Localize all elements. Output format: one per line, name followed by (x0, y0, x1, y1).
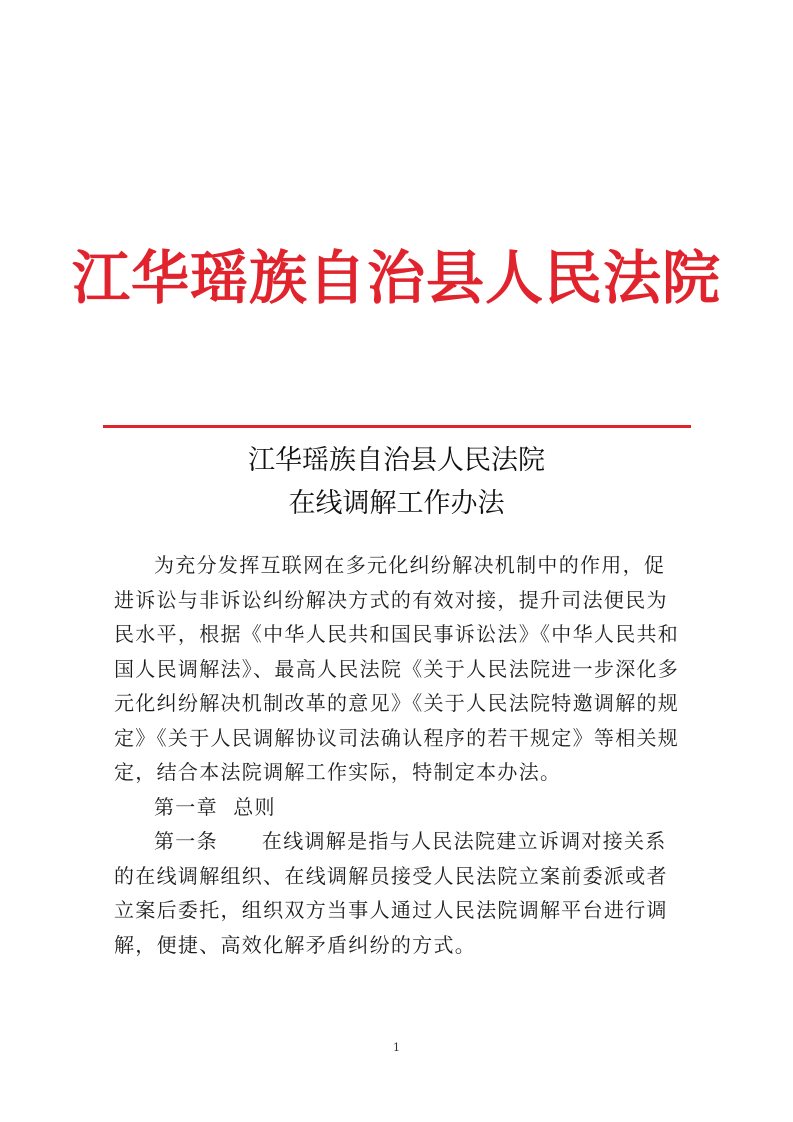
document-body (114, 548, 684, 962)
article-1-text: 在线调解是指与人民法院建立诉调对接关系的在线调解组织、在线调解员接受人民法院立案前委派或者立案后委托，组织双方当事人通过人民法院调解平台进行调解，便捷、高效化解矛盾纠纷的方式。 (114, 829, 668, 957)
intro-paragraph: 为充分发挥互联网在多元化纠纷解决机制中的作用，促进诉讼与非诉讼纠纷解决方式的有效对接，提升司法便民为民水平，根据《中华人民共和国民事诉讼法》《中华人民共和国人民调解法》、最高人民法院《关于人民法院进一步深化多元化纠纷解决机制改革的意见》《关于人民法院特邀调解的规定》《关于人民调解协议司法确认程序的若干规定》等相关规定，结合本法院调解工作实际，特制定本办法。 (114, 553, 680, 784)
chapter-heading: 第一章 总则 (154, 794, 276, 819)
article-1-label: 第一条 (154, 829, 218, 853)
page-number: 1 (393, 1041, 400, 1054)
document-title-line-1: 江华瑶族自治县人民法院 (248, 445, 545, 476)
article-1-paragraph (114, 824, 684, 962)
document-title-line-2: 在线调解工作办法 (288, 488, 505, 519)
letterhead-title: 江华瑶族自治县人民法院 (71, 244, 721, 312)
red-divider-rule (103, 425, 691, 428)
